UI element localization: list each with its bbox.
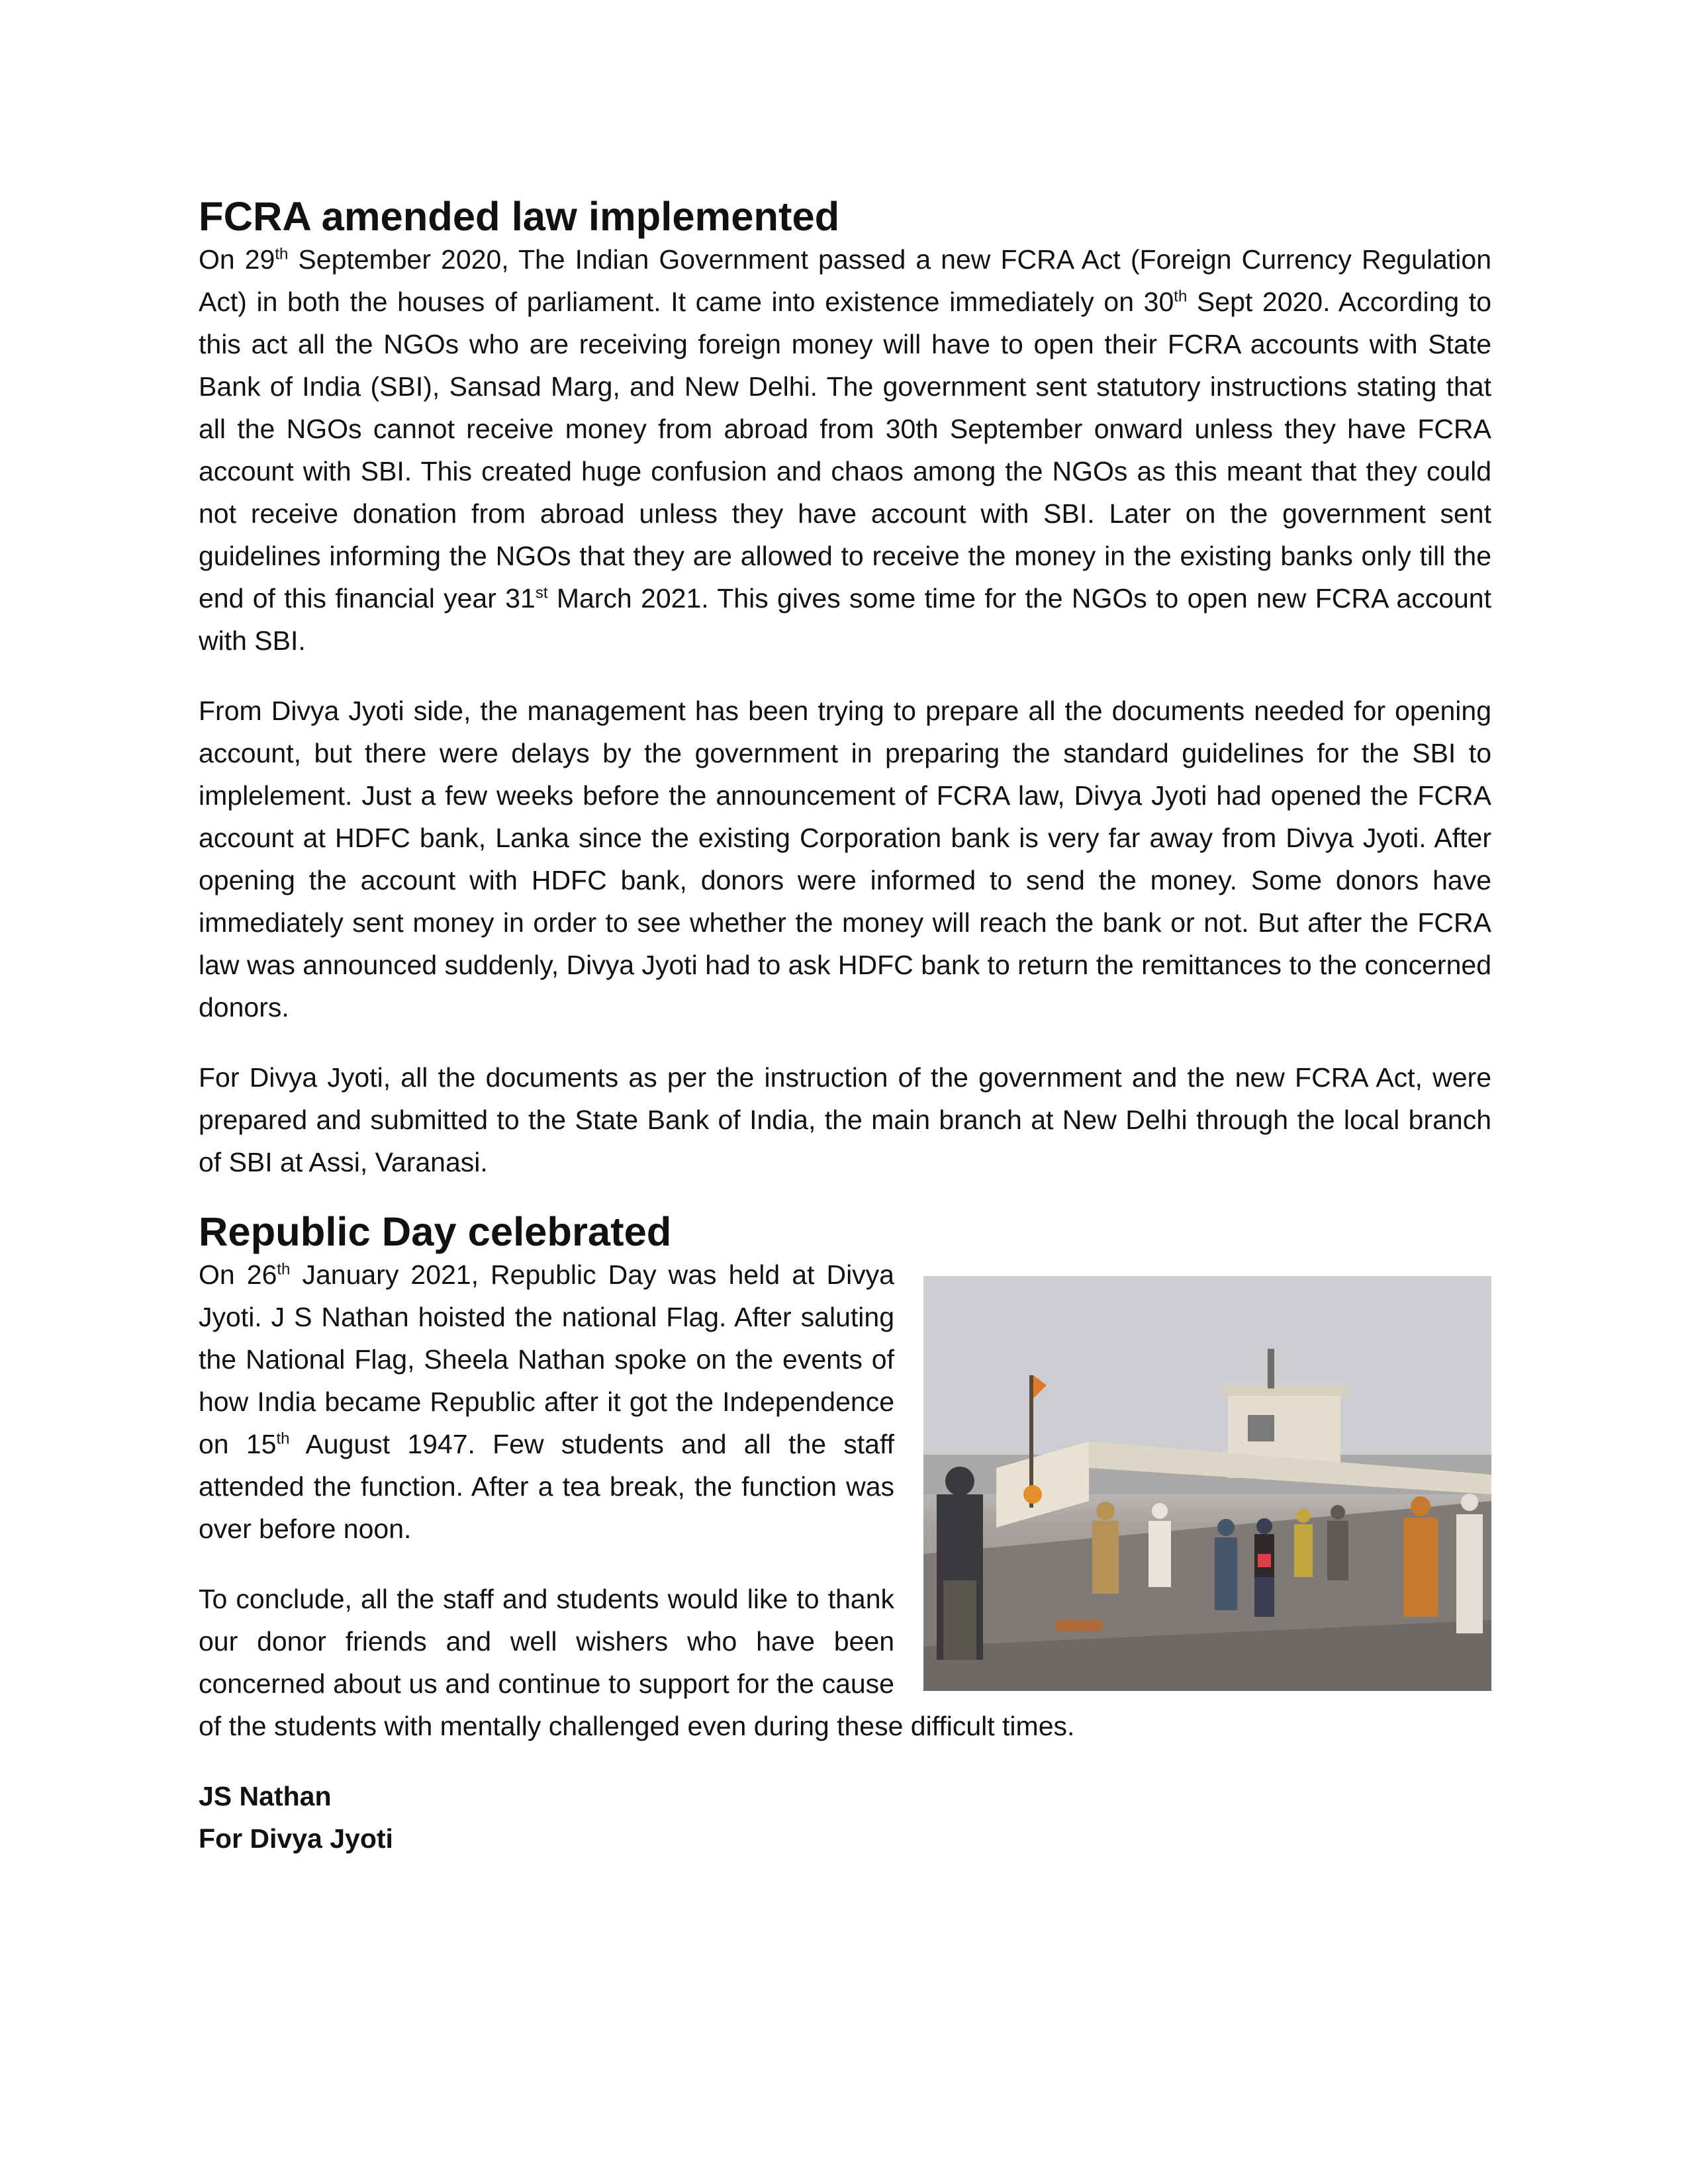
ordinal-suffix: th: [276, 1430, 290, 1448]
text-run: January 2021, Republic Day was held at Divya Jyoti. J S Nathan hoisted the national Flag. After saluting the National Flag, Sheela Nathan spoke on the events of how India became Republic after it got the Independence on 15: [199, 1259, 894, 1459]
fcra-heading: FCRA amended law implemented: [199, 194, 840, 240]
text-run: Sept 2020. According to this act all the NGOs who are receiving foreign money will have to open their FCRA accounts with State Bank of India (SBI), Sansad Marg, and New Delhi. The government sent statutory instructions stating that all the NGOs cannot receive money from abroad from 30th September onward unless they have FCRA account with SBI. This created huge confusion and chaos among the NGOs as this meant that they could not receive donation from abroad unless they have account with SBI. Later on the government sent guidelines informing the NGOs that they are allowed to receive the money in the existing banks only till the end of this financial year 31: [199, 287, 1491, 614]
text-run: March 2021. This gives some time for the NGOs to open new FCRA account with SBI.: [199, 583, 1491, 656]
fcra-paragraph-1: [199, 238, 1491, 662]
fcra-paragraph-3: For Divya Jyoti, all the documents as per the instruction of the government and the new FCRA Act, were prepared and submitted to the State Bank of India, the main branch at New Delhi through the local branch of SBI at Assi, Varanasi.: [199, 1062, 1491, 1177]
document-content: [199, 196, 1491, 1860]
text-run: On 29: [199, 244, 275, 275]
ordinal-suffix: th: [275, 245, 289, 263]
ordinal-suffix: st: [535, 584, 548, 602]
ordinal-suffix: th: [1174, 287, 1188, 306]
republic-day-heading: Republic Day celebrated: [199, 1209, 672, 1255]
text-run: On 26: [199, 1259, 277, 1290]
republic-day-photo: [923, 1276, 1491, 1691]
ordinal-suffix: th: [277, 1260, 291, 1279]
signature-name: JS Nathan: [199, 1781, 332, 1811]
text-run: September 2020, The Indian Government passed a new FCRA Act (Foreign Currency Regulation Act) in both the houses of parliament. It came into existence immediately on 30: [199, 244, 1491, 317]
signature-organization: For Divya Jyoti: [199, 1823, 393, 1854]
photo-republic-day-rooftop-icon: [923, 1276, 1491, 1691]
republic-day-paragraph-2: To conclude, all the staff and students would like to thank our donor friends and well wishers who have been concerned about us and continue to support for the cause of the students with mentally challenged even during these difficult times.: [199, 1584, 1075, 1741]
fcra-paragraph-2: From Divya Jyoti side, the management has been trying to prepare all the documents needed for opening account, but there were delays by the government in preparing the standard guidelines for the SBI to implelement. Just a few weeks before the announcement of FCRA law, Divya Jyoti had opened the FCRA account at HDFC bank, Lanka since the existing Corporation bank is very far away from Divya Jyoti. After opening the account with HDFC bank, donors were informed to send the money. Some donors have immediately sent money in order to see whether the money will reach the bank or not. But after the FCRA law was announced suddenly, Divya Jyoti had to ask HDFC bank to return the remittances to the concerned donors.: [199, 696, 1491, 1023]
text-run: August 1947. Few students and all the staff attended the function. After a tea break, the function was over before noon.: [199, 1429, 894, 1544]
